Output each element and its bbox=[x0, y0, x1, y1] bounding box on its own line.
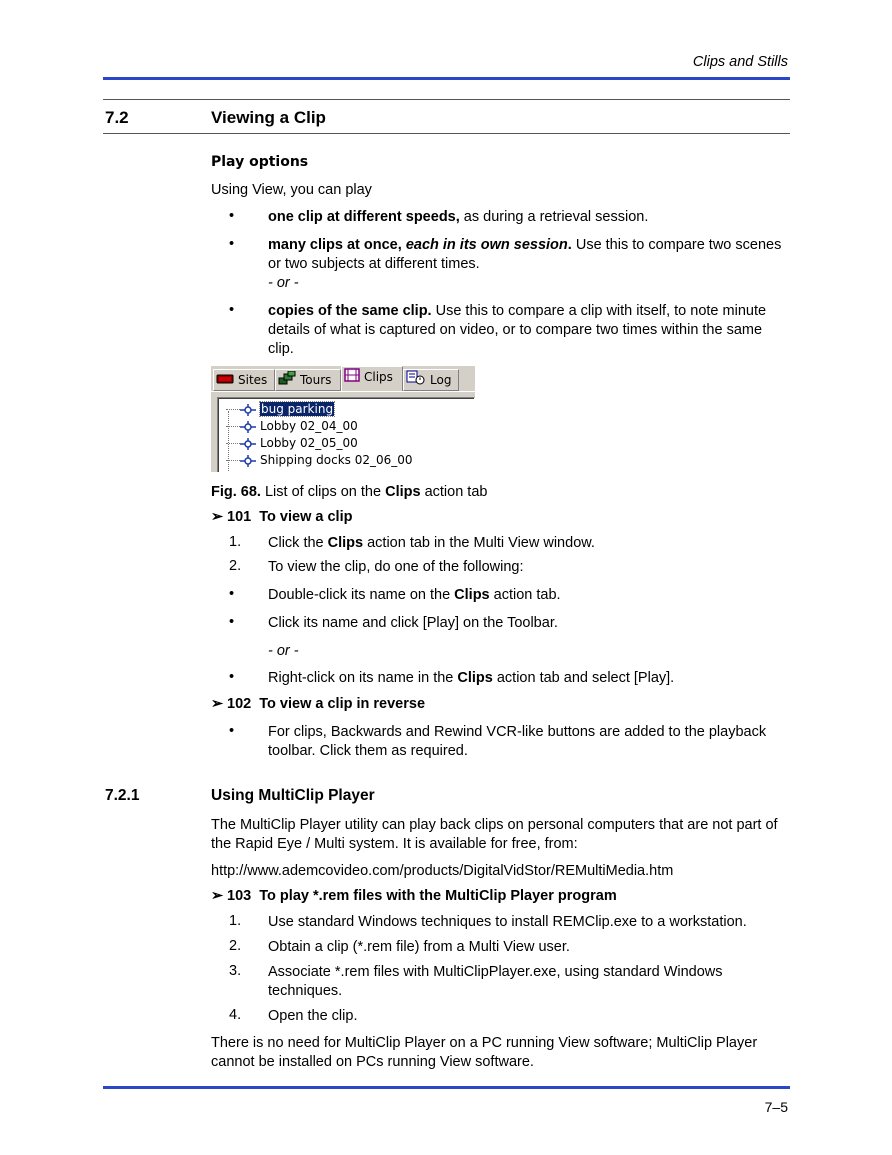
proc101-step-2: To view the clip, do one of the following: bbox=[268, 559, 524, 575]
proc103-step-1: Use standard Windows techniques to install REMClip.exe to a workstation. bbox=[268, 914, 747, 930]
step-number: 1. bbox=[229, 913, 242, 929]
clip-icon bbox=[240, 438, 256, 450]
proc101-step-1: Click the Clips action tab in the Multi View window. bbox=[268, 535, 595, 551]
tab-tours[interactable]: Tours bbox=[275, 369, 341, 391]
bullet-marker: • bbox=[229, 723, 235, 739]
clip-list-item[interactable]: bug parking bbox=[226, 401, 334, 418]
proc101-option-2: Click its name and click [Play] on the Toolbar. bbox=[268, 615, 558, 631]
play-options-heading: Play options bbox=[211, 154, 309, 170]
procedure-arrow-icon: ➢ bbox=[211, 888, 224, 904]
clips-tab-screenshot bbox=[211, 366, 475, 472]
step-number: 2. bbox=[229, 558, 242, 574]
multiclip-intro: The MultiClip Player utility can play back clips on personal computers that are not part of the Rapid Eye / Multi system. It is available for free, from: bbox=[211, 817, 778, 852]
clip-list-item[interactable]: Shipping docks 02_06_00 bbox=[226, 452, 413, 469]
section-rule-top bbox=[103, 99, 790, 100]
clip-icon bbox=[240, 455, 256, 467]
procedure-101-heading: ➢ 101 To view a clip bbox=[211, 509, 353, 525]
chapter-title: Clips and Stills bbox=[692, 54, 788, 70]
step-number: 3. bbox=[229, 963, 242, 979]
bullet-marker: • bbox=[229, 614, 235, 630]
film-icon bbox=[344, 368, 360, 388]
play-options-intro: Using View, you can play bbox=[211, 182, 372, 198]
proc101-option-1: Double-click its name on the Clips action tab. bbox=[268, 587, 561, 603]
proc103-step-2: Obtain a clip (*.rem file) from a Multi View user. bbox=[268, 939, 570, 955]
figure-caption: Fig. 68. List of clips on the Clips action tab bbox=[211, 484, 488, 500]
proc102-option-1: For clips, Backwards and Rewind VCR-like buttons are added to the playback toolbar. Click them as required. bbox=[268, 724, 767, 759]
proc101-option-3: Right-click on its name in the Clips action tab and select [Play]. bbox=[268, 670, 675, 686]
procedure-arrow-icon: ➢ bbox=[211, 696, 224, 712]
action-tab-bar bbox=[211, 366, 475, 392]
procedure-arrow-icon: ➢ bbox=[211, 509, 224, 525]
tab-sites[interactable]: Sites bbox=[213, 369, 275, 391]
clip-icon bbox=[240, 421, 256, 433]
tours-icon bbox=[278, 371, 296, 391]
proc103-step-4: Open the clip. bbox=[268, 1008, 358, 1024]
download-url[interactable]: http://www.ademcovideo.com/products/DigitalVidStor/REMultiMedia.htm bbox=[211, 863, 674, 879]
play-option-1: one clip at different speeds, as during a retrieval session. bbox=[268, 209, 649, 225]
clip-list-item[interactable]: Lobby 02_05_00 bbox=[226, 435, 358, 452]
tab-log[interactable]: Log bbox=[403, 369, 459, 391]
tab-clips[interactable]: Clips bbox=[341, 366, 403, 392]
play-option-2: many clips at once, each in its own session. Use this to compare two scenes or two subjects at different times. - or - bbox=[268, 237, 782, 291]
procedure-103-heading: ➢ 103 To play *.rem files with the MultiClip Player program bbox=[211, 888, 617, 904]
subsection-number: 7.2.1 bbox=[105, 787, 140, 804]
footer-rule bbox=[103, 1086, 790, 1089]
bullet-marker: • bbox=[229, 586, 235, 602]
log-icon bbox=[406, 370, 426, 391]
closing-note: There is no need for MultiClip Player on a PC running View software; MultiClip Player cannot be installed on PCs running View software. bbox=[211, 1035, 758, 1070]
section-number: 7.2 bbox=[105, 108, 129, 127]
step-number: 4. bbox=[229, 1007, 242, 1023]
step-number: 2. bbox=[229, 938, 242, 954]
page-number: 7–5 bbox=[764, 1099, 788, 1115]
clips-list bbox=[217, 397, 475, 472]
bullet-marker: • bbox=[229, 669, 235, 685]
or-separator: - or - bbox=[268, 643, 299, 659]
bullet-marker: • bbox=[229, 302, 235, 318]
bullet-marker: • bbox=[229, 236, 235, 252]
sites-icon bbox=[216, 371, 234, 391]
clip-icon bbox=[240, 404, 256, 416]
procedure-102-heading: ➢ 102 To view a clip in reverse bbox=[211, 696, 426, 712]
clip-list-item[interactable]: Lobby 02_04_00 bbox=[226, 418, 358, 435]
proc103-step-3: Associate *.rem files with MultiClipPlayer.exe, using standard Windows techniques. bbox=[268, 964, 723, 999]
section-title: Viewing a Clip bbox=[211, 108, 326, 127]
section-rule-bottom bbox=[103, 133, 790, 134]
bullet-marker: • bbox=[229, 208, 235, 224]
header-rule bbox=[103, 77, 790, 80]
clips-panel bbox=[211, 391, 475, 472]
play-option-3: copies of the same clip. Use this to compare a clip with itself, to note minute details of what is captured on video, or to compare two times within the same clip. bbox=[268, 303, 767, 357]
subsection-title: Using MultiClip Player bbox=[211, 787, 375, 804]
step-number: 1. bbox=[229, 534, 242, 550]
